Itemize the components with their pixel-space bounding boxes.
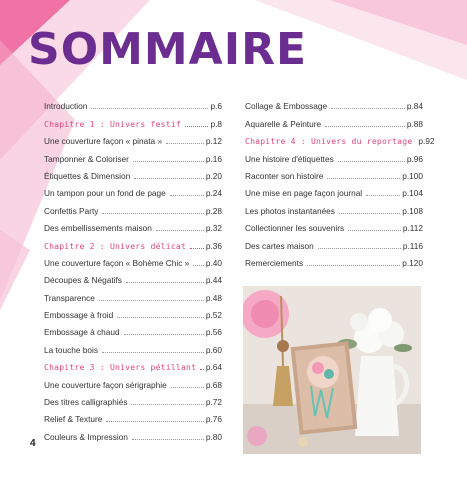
toc-entry-page: p.52	[205, 310, 222, 321]
toc-entry-label: Un tampon pour un fond de page	[44, 188, 166, 199]
toc-leader-dots	[327, 178, 400, 179]
toc-entry	[245, 164, 423, 181]
toc-leader-dots	[131, 404, 203, 405]
toc-entry-page: p.68	[205, 379, 222, 390]
toc-leader-dots	[117, 317, 204, 318]
toc-leader-dots	[307, 265, 400, 266]
toc-leader-dots	[102, 352, 204, 353]
toc-chapter-heading	[245, 129, 435, 147]
toc-leader-dots	[102, 213, 203, 214]
toc-entry	[44, 337, 222, 354]
toc-entry-label: Transparence	[44, 292, 95, 303]
toc-leader-dots	[171, 387, 204, 388]
toc-leader-dots	[156, 230, 204, 231]
toc-entry-label: Raconter son histoire	[245, 170, 324, 181]
toc-entry-label: Couleurs & Impression	[44, 431, 128, 442]
toc-chapter-heading	[44, 233, 222, 250]
toc-entry-label: Remerciements	[245, 257, 304, 268]
toc-entry-label: Une couverture façon « Bohème Chic »	[44, 257, 190, 268]
toc-entry-page: p.64	[205, 362, 222, 373]
toc-entry-page: p.8	[210, 118, 222, 129]
toc-entry	[245, 111, 423, 128]
toc-entry-label: Embossage à froid	[44, 310, 114, 321]
toc-entry-page: p.12	[205, 136, 222, 147]
toc-entry	[245, 251, 423, 268]
toc-entry	[44, 164, 222, 181]
toc-entry-page: p.92	[418, 136, 435, 147]
toc-entry-label: Aquarelle & Peinture	[245, 118, 322, 129]
toc-entry-label: Une mise en page façon journal	[245, 188, 363, 199]
toc-entry-label: Des titres calligraphiés	[44, 397, 128, 408]
toc-entry-page: p.28	[205, 205, 222, 216]
toc-entry-label: Confettis Party	[44, 205, 99, 216]
toc-entry-label: Les photos instantanées	[245, 205, 335, 216]
page-title: SOMMAIRE	[28, 24, 308, 75]
toc-entry	[44, 372, 222, 389]
toc-entry	[44, 251, 222, 268]
toc-leader-dots	[91, 108, 208, 109]
craft-photo	[243, 286, 421, 454]
toc-entry	[44, 320, 222, 337]
toc-leader-dots	[170, 195, 204, 196]
page-number: 4	[30, 438, 36, 449]
toc-entry-page: p.100	[402, 170, 423, 181]
toc-leader-dots	[331, 108, 405, 109]
toc-entry-page: p.40	[205, 257, 222, 268]
toc-entry-label: Chapitre 1 : Univers festif	[44, 118, 181, 129]
toc-left-column	[44, 94, 222, 442]
toc-entry-page: p.32	[205, 223, 222, 234]
toc-leader-dots	[132, 439, 204, 440]
toc-entry	[245, 198, 423, 215]
toc-entry-label: La touche bois	[44, 344, 98, 355]
toc-leader-dots	[366, 195, 400, 196]
toc-entry-label: Chapitre 3 : Univers pétillant	[44, 362, 197, 373]
toc-entry	[44, 181, 222, 198]
toc-entry	[44, 424, 222, 441]
toc-entry	[44, 146, 222, 163]
toc-leader-dots	[339, 213, 400, 214]
toc-entry	[245, 216, 423, 233]
toc-entry-page: p.108	[402, 205, 423, 216]
toc-entry-label: Une histoire d'étiquettes	[245, 153, 334, 164]
toc-leader-dots	[134, 178, 204, 179]
toc-leader-dots	[338, 161, 405, 162]
toc-entry-page: p.88	[406, 118, 423, 129]
toc-leader-dots	[126, 282, 204, 283]
toc-leader-dots	[99, 300, 204, 301]
toc-leader-dots	[190, 248, 204, 249]
toc-leader-dots	[166, 143, 204, 144]
toc-entry-page: p.20	[205, 170, 222, 181]
toc-entry-label: Collage & Embossage	[245, 101, 328, 112]
toc-leader-dots	[124, 334, 204, 335]
toc-entry-label: Tamponner & Coloriser	[44, 153, 129, 164]
toc-entry-page: p.6	[210, 101, 222, 112]
toc-entry-page: p.36	[205, 240, 222, 251]
toc-entry-label: Étiquettes & Dimension	[44, 170, 131, 181]
toc-entry-page: p.104	[402, 188, 423, 199]
toc-leader-dots	[106, 421, 203, 422]
toc-chapter-heading	[44, 355, 222, 372]
toc-leader-dots	[348, 230, 401, 231]
toc-entry-page: p.44	[205, 275, 222, 286]
toc-leader-dots	[200, 369, 204, 370]
toc-entry-page: p.60	[205, 344, 222, 355]
toc-entry-label: Découpes & Négatifs	[44, 275, 122, 286]
toc-entry	[245, 181, 423, 198]
toc-entry	[245, 233, 423, 250]
toc-entry	[44, 198, 222, 215]
toc-entry	[44, 303, 222, 320]
toc-leader-dots	[133, 161, 204, 162]
toc-chapter-heading	[44, 111, 222, 128]
toc-entry-page: p.72	[205, 397, 222, 408]
toc-entry	[245, 146, 423, 163]
toc-entry-page: p.116	[402, 240, 423, 251]
toc-entry-page: p.76	[205, 414, 222, 425]
toc-entry-page: p.56	[205, 327, 222, 338]
toc-entry-label: Chapitre 4 : Univers du reportage	[245, 136, 413, 147]
toc-entry-label: Une couverture façon « pinata »	[44, 136, 163, 147]
toc-entry-page: p.24	[205, 188, 222, 199]
toc-entry	[44, 390, 222, 407]
toc-entry	[44, 94, 222, 111]
toc-entry-page: p.16	[205, 153, 222, 164]
toc-entry-page: p.80	[205, 431, 222, 442]
toc-entry-label: Introduction	[44, 101, 88, 112]
toc-entry-label: Embossage à chaud	[44, 327, 120, 338]
toc-entry-label: Collectionner les souvenirs	[245, 223, 345, 234]
toc-right-column	[245, 94, 435, 268]
toc-entry-label: Chapitre 2 : Univers délicat	[44, 240, 187, 251]
toc-entry	[44, 129, 222, 146]
toc-leader-dots	[185, 126, 208, 127]
toc-entry	[44, 268, 222, 285]
toc-entry-page: p.120	[402, 257, 423, 268]
toc-entry-page: p.48	[205, 292, 222, 303]
toc-entry-label: Des embellissements maison	[44, 223, 152, 234]
toc-entry-label: Une couverture façon sérigraphie	[44, 379, 167, 390]
toc-entry-label: Des cartes maison	[245, 240, 314, 251]
toc-entry-page: p.84	[406, 101, 423, 112]
toc-entry	[44, 407, 222, 424]
toc-entry-page: p.96	[406, 153, 423, 164]
toc-leader-dots	[318, 248, 401, 249]
toc-entry-page: p.112	[402, 223, 423, 234]
toc-entry	[245, 94, 423, 111]
toc-entry	[44, 285, 222, 302]
toc-leader-dots	[193, 265, 204, 266]
toc-entry-label: Relief & Texture	[44, 414, 103, 425]
toc-leader-dots	[325, 126, 405, 127]
toc-entry	[44, 216, 222, 233]
